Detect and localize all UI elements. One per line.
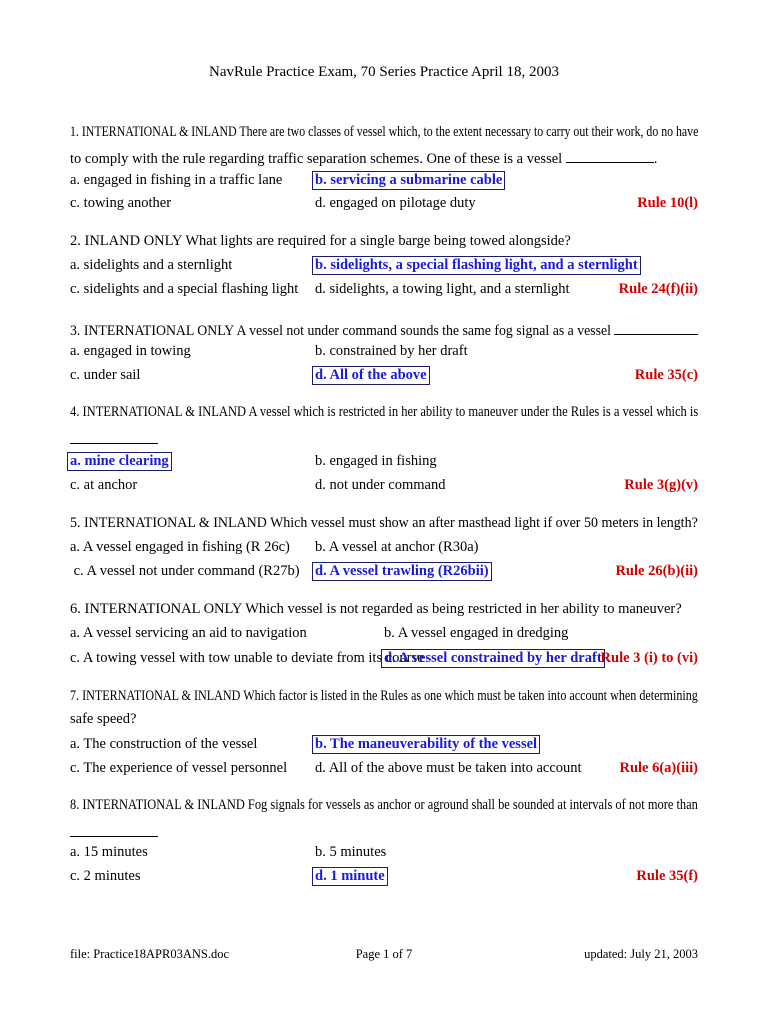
question-text-cont: safe speed?	[70, 711, 137, 727]
question-text: 4. INTERNATIONAL & INLAND A vessel which is restricted in her ability to maneuver under the Rules is a vessel which is	[70, 404, 699, 420]
footer-page-number: Page 1 of 7	[355, 947, 413, 961]
option-a: a. 15 minutes	[70, 844, 148, 860]
option-a-correct: a. mine clearing	[67, 452, 172, 471]
rule-reference: Rule 26(b)(ii)	[615, 563, 698, 579]
rule-reference: Rule 6(a)(iii)	[619, 760, 698, 776]
page-title: NavRule Practice Exam, 70 Series Practice April 18, 2003	[209, 64, 559, 80]
answer-blank	[614, 320, 698, 335]
option-c: c. under sail	[70, 367, 141, 383]
question-text-cont: to comply with the rule regarding traffic separation schemes. One of these is a vessel .	[70, 148, 657, 168]
option-c: c. at anchor	[70, 477, 138, 493]
option-a: a. engaged in towing	[70, 343, 191, 359]
footer-filename: file: Practice18APR03ANS.doc	[70, 947, 230, 961]
question-text: 5. INTERNATIONAL & INLAND Which vessel must show an after masthead light if over 50 meters in length?	[70, 515, 698, 531]
rule-reference: Rule 35(c)	[634, 367, 698, 383]
rule-reference: Rule 3(g)(v)	[624, 477, 698, 493]
option-c: c. 2 minutes	[70, 868, 141, 884]
question-text: 3. INTERNATIONAL ONLY A vessel not under command sounds the same fog signal as a vessel	[70, 320, 698, 340]
question-text: 2. INLAND ONLY What lights are required for a single barge being towed alongside?	[70, 233, 571, 249]
option-b: b. A vessel at anchor (R30a)	[315, 539, 479, 555]
option-b: b. A vessel engaged in dredging	[384, 625, 569, 641]
option-d: d. sidelights, a towing light, and a sternlight	[315, 281, 570, 297]
option-d: d. engaged on pilotage duty	[315, 195, 476, 211]
option-c: c. A towing vessel with tow unable to deviate from its course	[70, 650, 424, 666]
option-a: a. A vessel servicing an aid to navigation	[70, 625, 307, 641]
option-b: b. 5 minutes	[315, 844, 387, 860]
option-d-correct: d. A vessel trawling (R26bii)	[312, 562, 492, 581]
option-c: c. sidelights and a special flashing light	[70, 281, 299, 297]
option-c: c. A vessel not under command (R27b)	[70, 563, 300, 579]
question-text: 6. INTERNATIONAL ONLY Which vessel is not regarded as being restricted in her ability to maneuver?	[70, 601, 682, 617]
option-a: a. engaged in fishing in a traffic lane	[70, 172, 283, 188]
option-a: a. sidelights and a sternlight	[70, 257, 233, 273]
option-b-correct: b. servicing a submarine cable	[312, 171, 505, 190]
answer-blank	[566, 148, 654, 163]
option-d-correct: d. A vessel constrained by her draft	[381, 649, 605, 668]
question-text: 8. INTERNATIONAL & INLAND Fog signals for vessels as anchor or aground shall be sounded at intervals of not more than	[70, 797, 698, 813]
option-d: d. not under command	[315, 477, 446, 493]
option-b-correct: b. The maneuverability of the vessel	[312, 735, 540, 754]
rule-reference: Rule 35(f)	[636, 868, 698, 884]
option-b: b. constrained by her draft	[315, 343, 468, 359]
question-text: 1. INTERNATIONAL & INLAND There are two classes of vessel which, to the extent necessary to carry out their work, do no have	[70, 124, 699, 140]
rule-reference: Rule 3 (i) to (vi)	[600, 650, 698, 666]
answer-blank	[70, 836, 158, 837]
footer-updated-date: updated: July 21, 2003	[584, 947, 698, 961]
option-b: b. engaged in fishing	[315, 453, 437, 469]
option-d-correct: d. All of the above	[312, 366, 430, 385]
rule-reference: Rule 24(f)(ii)	[618, 281, 698, 297]
option-b-correct: b. sidelights, a special flashing light, and a sternlight	[312, 256, 641, 275]
answer-blank	[70, 443, 158, 444]
question-text: 7. INTERNATIONAL & INLAND Which factor is listed in the Rules as one which must be taken into account when determining	[70, 688, 698, 704]
option-c: c. The experience of vessel personnel	[70, 760, 288, 776]
option-a: a. The construction of the vessel	[70, 736, 258, 752]
option-d-correct: d. 1 minute	[312, 867, 388, 886]
rule-reference: Rule 10(l)	[637, 195, 698, 211]
option-d: d. All of the above must be taken into account	[315, 760, 582, 776]
option-a: a. A vessel engaged in fishing (R 26c)	[70, 539, 290, 555]
option-c: c. towing another	[70, 195, 172, 211]
